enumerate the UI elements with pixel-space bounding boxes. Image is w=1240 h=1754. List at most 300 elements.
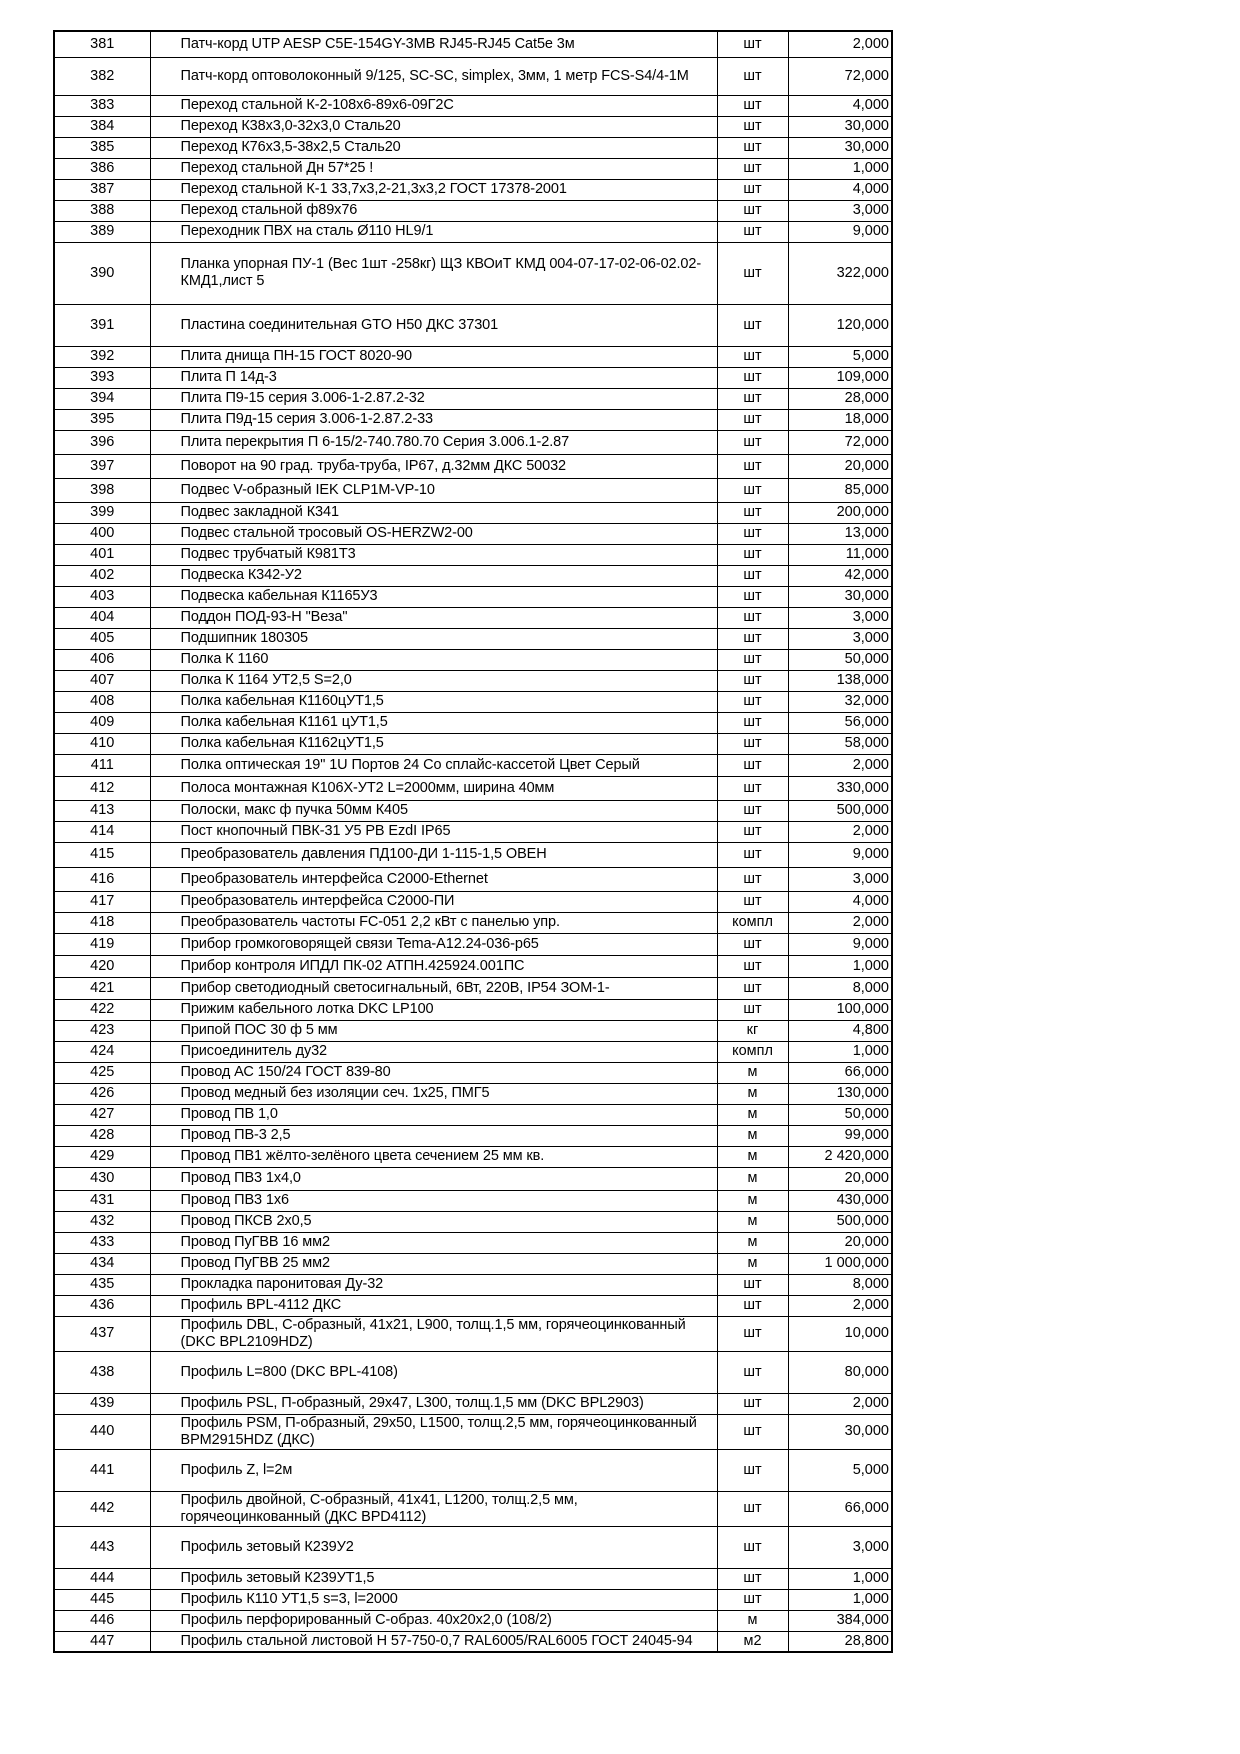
table-row xyxy=(54,955,892,977)
table-row xyxy=(54,754,892,776)
table-row xyxy=(54,430,892,454)
row-number-cell: 412 xyxy=(54,776,150,800)
unit-cell: компл xyxy=(717,912,788,933)
row-number-cell: 421 xyxy=(54,977,150,999)
quantity-cell: 32,000 xyxy=(788,691,892,712)
unit-cell: м2 xyxy=(717,1631,788,1652)
row-number-cell: 393 xyxy=(54,367,150,388)
item-name-cell: Преобразователь интерфейса С2000-ПИ xyxy=(150,891,717,912)
row-number-cell: 445 xyxy=(54,1589,150,1610)
item-name-cell: Патч-корд оптоволоконный 9/125, SC-SC, simplex, 3мм, 1 метр FCS-S4/4-1M xyxy=(150,57,717,95)
unit-cell: м xyxy=(717,1146,788,1167)
item-name-cell: Преобразователь давления ПД100-ДИ 1-115-1,5 ОВЕН xyxy=(150,842,717,867)
item-name-cell: Прибор громкоговорящей связи Tema-A12.24-036-p65 xyxy=(150,933,717,955)
item-name-cell: Планка упорная ПУ-1 (Вес 1шт -258кг) ЩЗ КВОиТ КМД 004-07-17-02-06-02.02-КМД1,лист 5 xyxy=(150,242,717,304)
quantity-cell: 28,800 xyxy=(788,1631,892,1652)
item-name-cell: Профиль PSM, П-образный, 29х50, L1500, толщ.2,5 мм, горячеоцинкованный BPM2915HDZ (ДКС) xyxy=(150,1414,717,1449)
item-name-cell: Полка К 1164 УТ2,5 S=2,0 xyxy=(150,670,717,691)
row-number-cell: 411 xyxy=(54,754,150,776)
unit-cell: шт xyxy=(717,733,788,754)
quantity-cell: 72,000 xyxy=(788,57,892,95)
item-name-cell: Полоса монтажная К106Х-УТ2 L=2000мм, ширина 40мм xyxy=(150,776,717,800)
table-row xyxy=(54,221,892,242)
table-row xyxy=(54,842,892,867)
table-row xyxy=(54,712,892,733)
quantity-cell: 50,000 xyxy=(788,1104,892,1125)
table-row xyxy=(54,523,892,544)
table-row xyxy=(54,691,892,712)
row-number-cell: 434 xyxy=(54,1253,150,1274)
quantity-cell: 20,000 xyxy=(788,1232,892,1253)
unit-cell: шт xyxy=(717,891,788,912)
table-row xyxy=(54,57,892,95)
item-name-cell: Патч-корд UTP AESP C5E-154GY-3MB RJ45-RJ45 Cat5e 3м xyxy=(150,31,717,57)
table-row xyxy=(54,1316,892,1351)
unit-cell: м xyxy=(717,1125,788,1146)
row-number-cell: 385 xyxy=(54,137,150,158)
quantity-cell: 384,000 xyxy=(788,1610,892,1631)
row-number-cell: 388 xyxy=(54,200,150,221)
item-name-cell: Полоски, макс ф пучка 50мм К405 xyxy=(150,800,717,821)
unit-cell: шт xyxy=(717,1491,788,1526)
row-number-cell: 384 xyxy=(54,116,150,137)
quantity-cell: 80,000 xyxy=(788,1351,892,1393)
quantity-cell: 20,000 xyxy=(788,1167,892,1190)
table-row xyxy=(54,1274,892,1295)
unit-cell: шт xyxy=(717,221,788,242)
table-row xyxy=(54,1041,892,1062)
row-number-cell: 397 xyxy=(54,454,150,478)
row-number-cell: 395 xyxy=(54,409,150,430)
item-name-cell: Поворот на 90 град. труба-труба, IP67, д.32мм ДКС 50032 xyxy=(150,454,717,478)
row-number-cell: 439 xyxy=(54,1393,150,1414)
row-number-cell: 446 xyxy=(54,1610,150,1631)
table-row xyxy=(54,478,892,502)
unit-cell: м xyxy=(717,1211,788,1232)
quantity-cell: 1,000 xyxy=(788,1041,892,1062)
row-number-cell: 413 xyxy=(54,800,150,821)
quantity-cell: 2,000 xyxy=(788,912,892,933)
row-number-cell: 414 xyxy=(54,821,150,842)
quantity-cell: 85,000 xyxy=(788,478,892,502)
item-name-cell: Прижим кабельного лотка DKC LP100 xyxy=(150,999,717,1020)
table-row xyxy=(54,158,892,179)
item-name-cell: Провод ПВ3 1х4,0 xyxy=(150,1167,717,1190)
row-number-cell: 430 xyxy=(54,1167,150,1190)
quantity-cell: 130,000 xyxy=(788,1083,892,1104)
item-name-cell: Провод медный без изоляции сеч. 1х25, ПМГ5 xyxy=(150,1083,717,1104)
quantity-cell: 20,000 xyxy=(788,454,892,478)
table-row xyxy=(54,502,892,523)
unit-cell: шт xyxy=(717,367,788,388)
unit-cell: м xyxy=(717,1167,788,1190)
item-name-cell: Подвес трубчатый К981Т3 xyxy=(150,544,717,565)
unit-cell: шт xyxy=(717,565,788,586)
unit-cell: м xyxy=(717,1610,788,1631)
table-row xyxy=(54,1146,892,1167)
table-row xyxy=(54,1253,892,1274)
row-number-cell: 389 xyxy=(54,221,150,242)
row-number-cell: 443 xyxy=(54,1526,150,1568)
unit-cell: м xyxy=(717,1232,788,1253)
quantity-cell: 322,000 xyxy=(788,242,892,304)
quantity-cell: 72,000 xyxy=(788,430,892,454)
unit-cell: шт xyxy=(717,1274,788,1295)
quantity-cell: 2,000 xyxy=(788,754,892,776)
row-number-cell: 431 xyxy=(54,1190,150,1211)
row-number-cell: 425 xyxy=(54,1062,150,1083)
quantity-cell: 10,000 xyxy=(788,1316,892,1351)
quantity-cell: 8,000 xyxy=(788,977,892,999)
quantity-cell: 1 000,000 xyxy=(788,1253,892,1274)
table-row xyxy=(54,454,892,478)
table-row xyxy=(54,179,892,200)
table-row xyxy=(54,1449,892,1491)
unit-cell: шт xyxy=(717,712,788,733)
unit-cell: шт xyxy=(717,867,788,891)
quantity-cell: 42,000 xyxy=(788,565,892,586)
item-name-cell: Подшипник 180305 xyxy=(150,628,717,649)
table-row xyxy=(54,912,892,933)
row-number-cell: 415 xyxy=(54,842,150,867)
item-name-cell: Плита перекрытия П 6-15/2-740.780.70 Серия 3.006.1-2.87 xyxy=(150,430,717,454)
table-row xyxy=(54,1491,892,1526)
quantity-cell: 30,000 xyxy=(788,116,892,137)
item-name-cell: Переход К38х3,0-32х3,0 Сталь20 xyxy=(150,116,717,137)
table-row xyxy=(54,242,892,304)
quantity-cell: 8,000 xyxy=(788,1274,892,1295)
item-name-cell: Профиль PSL, П-образный, 29х47, L300, толщ.1,5 мм (DKC BPL2903) xyxy=(150,1393,717,1414)
unit-cell: шт xyxy=(717,502,788,523)
item-name-cell: Пост кнопочный ПВК-31 У5 РВ EzdI IP65 xyxy=(150,821,717,842)
table-row xyxy=(54,1526,892,1568)
item-name-cell: Провод ПВ3 1х6 xyxy=(150,1190,717,1211)
quantity-cell: 138,000 xyxy=(788,670,892,691)
quantity-cell: 5,000 xyxy=(788,1449,892,1491)
item-name-cell: Прибор контроля ИПДЛ ПК-02 АТПН.425924.001ПС xyxy=(150,955,717,977)
unit-cell: шт xyxy=(717,179,788,200)
unit-cell: шт xyxy=(717,242,788,304)
row-number-cell: 432 xyxy=(54,1211,150,1232)
item-name-cell: Профиль Z, l=2м xyxy=(150,1449,717,1491)
quantity-cell: 3,000 xyxy=(788,200,892,221)
row-number-cell: 447 xyxy=(54,1631,150,1652)
quantity-cell: 3,000 xyxy=(788,1526,892,1568)
quantity-cell: 3,000 xyxy=(788,867,892,891)
unit-cell: шт xyxy=(717,95,788,116)
table-row xyxy=(54,977,892,999)
item-name-cell: Подвеска К342-У2 xyxy=(150,565,717,586)
item-name-cell: Профиль стальной листовой Н 57-750-0,7 RAL6005/RAL6005 ГОСТ 24045-94 xyxy=(150,1631,717,1652)
unit-cell: шт xyxy=(717,607,788,628)
item-name-cell: Профиль перфорированный С-образ. 40х20х2,0 (108/2) xyxy=(150,1610,717,1631)
row-number-cell: 383 xyxy=(54,95,150,116)
quantity-cell: 11,000 xyxy=(788,544,892,565)
table-row xyxy=(54,607,892,628)
table-row xyxy=(54,1631,892,1652)
quantity-cell: 99,000 xyxy=(788,1125,892,1146)
unit-cell: шт xyxy=(717,649,788,670)
item-name-cell: Прибор светодиодный светосигнальный, 6Вт, 220В, IP54 ЗОМ-1- xyxy=(150,977,717,999)
row-number-cell: 433 xyxy=(54,1232,150,1253)
unit-cell: шт xyxy=(717,821,788,842)
unit-cell: шт xyxy=(717,409,788,430)
row-number-cell: 418 xyxy=(54,912,150,933)
item-name-cell: Профиль К110 УТ1,5 s=3, l=2000 xyxy=(150,1589,717,1610)
unit-cell: м xyxy=(717,1104,788,1125)
row-number-cell: 392 xyxy=(54,346,150,367)
table-row xyxy=(54,933,892,955)
quantity-cell: 109,000 xyxy=(788,367,892,388)
quantity-cell: 4,000 xyxy=(788,95,892,116)
row-number-cell: 381 xyxy=(54,31,150,57)
row-number-cell: 423 xyxy=(54,1020,150,1041)
row-number-cell: 410 xyxy=(54,733,150,754)
row-number-cell: 404 xyxy=(54,607,150,628)
quantity-cell: 1,000 xyxy=(788,158,892,179)
table-row xyxy=(54,776,892,800)
unit-cell: шт xyxy=(717,1351,788,1393)
item-name-cell: Полка оптическая 19" 1U Портов 24 Со сплайс-кассетой Цвет Серый xyxy=(150,754,717,776)
item-name-cell: Переход стальной К-1 33,7х3,2-21,3х3,2 ГОСТ 17378-2001 xyxy=(150,179,717,200)
table-row xyxy=(54,1232,892,1253)
row-number-cell: 391 xyxy=(54,304,150,346)
unit-cell: шт xyxy=(717,31,788,57)
quantity-cell: 200,000 xyxy=(788,502,892,523)
unit-cell: шт xyxy=(717,999,788,1020)
quantity-cell: 3,000 xyxy=(788,607,892,628)
item-name-cell: Припой ПОС 30 ф 5 мм xyxy=(150,1020,717,1041)
quantity-cell: 5,000 xyxy=(788,346,892,367)
unit-cell: шт xyxy=(717,977,788,999)
table-row xyxy=(54,649,892,670)
quantity-cell: 100,000 xyxy=(788,999,892,1020)
table-row xyxy=(54,1062,892,1083)
item-name-cell: Плита П9-15 серия 3.006-1-2.87.2-32 xyxy=(150,388,717,409)
item-name-cell: Полка кабельная К1162цУТ1,5 xyxy=(150,733,717,754)
row-number-cell: 420 xyxy=(54,955,150,977)
row-number-cell: 435 xyxy=(54,1274,150,1295)
item-name-cell: Подвес закладной К341 xyxy=(150,502,717,523)
unit-cell: шт xyxy=(717,1449,788,1491)
row-number-cell: 382 xyxy=(54,57,150,95)
unit-cell: шт xyxy=(717,691,788,712)
row-number-cell: 441 xyxy=(54,1449,150,1491)
item-name-cell: Переход К76х3,5-38х2,5 Сталь20 xyxy=(150,137,717,158)
quantity-cell: 500,000 xyxy=(788,800,892,821)
unit-cell: шт xyxy=(717,776,788,800)
item-name-cell: Поддон ПОД-93-Н "Веза" xyxy=(150,607,717,628)
row-number-cell: 409 xyxy=(54,712,150,733)
row-number-cell: 416 xyxy=(54,867,150,891)
item-name-cell: Прокладка паронитовая Ду-32 xyxy=(150,1274,717,1295)
table-row xyxy=(54,1351,892,1393)
item-name-cell: Подвес V-образный IEK CLP1M-VP-10 xyxy=(150,478,717,502)
row-number-cell: 387 xyxy=(54,179,150,200)
unit-cell: шт xyxy=(717,454,788,478)
unit-cell: шт xyxy=(717,346,788,367)
row-number-cell: 396 xyxy=(54,430,150,454)
item-name-cell: Полка кабельная К1160цУТ1,5 xyxy=(150,691,717,712)
quantity-cell: 2,000 xyxy=(788,31,892,57)
quantity-cell: 1,000 xyxy=(788,1589,892,1610)
row-number-cell: 444 xyxy=(54,1568,150,1589)
item-name-cell: Подвеска кабельная К1165У3 xyxy=(150,586,717,607)
unit-cell: шт xyxy=(717,57,788,95)
table-row xyxy=(54,1295,892,1316)
quantity-cell: 4,000 xyxy=(788,179,892,200)
table-row xyxy=(54,346,892,367)
quantity-cell: 4,800 xyxy=(788,1020,892,1041)
unit-cell: шт xyxy=(717,670,788,691)
row-number-cell: 417 xyxy=(54,891,150,912)
table-row xyxy=(54,733,892,754)
table-row xyxy=(54,95,892,116)
quantity-cell: 30,000 xyxy=(788,137,892,158)
item-name-cell: Преобразователь интерфейса С2000-Ethernet xyxy=(150,867,717,891)
table-row xyxy=(54,1020,892,1041)
unit-cell: м xyxy=(717,1190,788,1211)
item-name-cell: Полка кабельная К1161 цУТ1,5 xyxy=(150,712,717,733)
quantity-cell: 9,000 xyxy=(788,221,892,242)
row-number-cell: 429 xyxy=(54,1146,150,1167)
table-row xyxy=(54,821,892,842)
materials-table xyxy=(53,30,893,1653)
unit-cell: шт xyxy=(717,842,788,867)
unit-cell: шт xyxy=(717,116,788,137)
row-number-cell: 386 xyxy=(54,158,150,179)
quantity-cell: 58,000 xyxy=(788,733,892,754)
materials-table-body xyxy=(54,31,892,1652)
table-row xyxy=(54,137,892,158)
unit-cell: шт xyxy=(717,200,788,221)
unit-cell: шт xyxy=(717,430,788,454)
table-row xyxy=(54,1190,892,1211)
table-row xyxy=(54,628,892,649)
unit-cell: шт xyxy=(717,137,788,158)
item-name-cell: Полка К 1160 xyxy=(150,649,717,670)
table-row xyxy=(54,1211,892,1232)
row-number-cell: 440 xyxy=(54,1414,150,1449)
unit-cell: шт xyxy=(717,388,788,409)
quantity-cell: 2,000 xyxy=(788,821,892,842)
table-row xyxy=(54,409,892,430)
unit-cell: шт xyxy=(717,544,788,565)
unit-cell: шт xyxy=(717,158,788,179)
unit-cell: шт xyxy=(717,933,788,955)
row-number-cell: 403 xyxy=(54,586,150,607)
item-name-cell: Профиль двойной, С-образный, 41х41, L1200, толщ.2,5 мм, горячеоцинкованный (ДКС BPD4112) xyxy=(150,1491,717,1526)
unit-cell: шт xyxy=(717,628,788,649)
row-number-cell: 390 xyxy=(54,242,150,304)
quantity-cell: 9,000 xyxy=(788,933,892,955)
unit-cell: шт xyxy=(717,955,788,977)
item-name-cell: Провод ПуГВВ 16 мм2 xyxy=(150,1232,717,1253)
row-number-cell: 422 xyxy=(54,999,150,1020)
item-name-cell: Профиль DBL, С-образный, 41х21, L900, толщ.1,5 мм, горячеоцинкованный (DKC BPL2109HDZ) xyxy=(150,1316,717,1351)
item-name-cell: Подвес стальной тросовый OS-HERZW2-00 xyxy=(150,523,717,544)
quantity-cell: 56,000 xyxy=(788,712,892,733)
item-name-cell: Переход стальной К-2-108х6-89х6-09Г2С xyxy=(150,95,717,116)
quantity-cell: 4,000 xyxy=(788,891,892,912)
item-name-cell: Провод ПВ-3 2,5 xyxy=(150,1125,717,1146)
table-row xyxy=(54,1125,892,1146)
table-row xyxy=(54,1083,892,1104)
unit-cell: шт xyxy=(717,1568,788,1589)
row-number-cell: 428 xyxy=(54,1125,150,1146)
unit-cell: шт xyxy=(717,1589,788,1610)
row-number-cell: 437 xyxy=(54,1316,150,1351)
quantity-cell: 500,000 xyxy=(788,1211,892,1232)
unit-cell: шт xyxy=(717,586,788,607)
quantity-cell: 9,000 xyxy=(788,842,892,867)
table-row xyxy=(54,31,892,57)
row-number-cell: 394 xyxy=(54,388,150,409)
item-name-cell: Профиль L=800 (DKC BPL-4108) xyxy=(150,1351,717,1393)
table-row xyxy=(54,565,892,586)
row-number-cell: 436 xyxy=(54,1295,150,1316)
item-name-cell: Провод ПКСВ 2х0,5 xyxy=(150,1211,717,1232)
table-row xyxy=(54,586,892,607)
row-number-cell: 427 xyxy=(54,1104,150,1125)
item-name-cell: Переходник ПВХ на сталь Ø110 HL9/1 xyxy=(150,221,717,242)
unit-cell: м xyxy=(717,1062,788,1083)
table-row xyxy=(54,1104,892,1125)
table-row xyxy=(54,1393,892,1414)
unit-cell: шт xyxy=(717,1414,788,1449)
item-name-cell: Профиль зетовый К239УТ1,5 xyxy=(150,1568,717,1589)
quantity-cell: 3,000 xyxy=(788,628,892,649)
quantity-cell: 66,000 xyxy=(788,1062,892,1083)
row-number-cell: 399 xyxy=(54,502,150,523)
row-number-cell: 442 xyxy=(54,1491,150,1526)
quantity-cell: 120,000 xyxy=(788,304,892,346)
table-row xyxy=(54,367,892,388)
quantity-cell: 430,000 xyxy=(788,1190,892,1211)
item-name-cell: Плита днища ПН-15 ГОСТ 8020-90 xyxy=(150,346,717,367)
row-number-cell: 424 xyxy=(54,1041,150,1062)
row-number-cell: 426 xyxy=(54,1083,150,1104)
item-name-cell: Переход стальной Дн 57*25 ! xyxy=(150,158,717,179)
quantity-cell: 50,000 xyxy=(788,649,892,670)
quantity-cell: 1,000 xyxy=(788,955,892,977)
table-row xyxy=(54,800,892,821)
unit-cell: шт xyxy=(717,754,788,776)
row-number-cell: 401 xyxy=(54,544,150,565)
row-number-cell: 402 xyxy=(54,565,150,586)
unit-cell: шт xyxy=(717,478,788,502)
unit-cell: м xyxy=(717,1083,788,1104)
unit-cell: м xyxy=(717,1253,788,1274)
unit-cell: шт xyxy=(717,304,788,346)
quantity-cell: 66,000 xyxy=(788,1491,892,1526)
row-number-cell: 438 xyxy=(54,1351,150,1393)
table-row xyxy=(54,200,892,221)
table-row xyxy=(54,670,892,691)
unit-cell: компл xyxy=(717,1041,788,1062)
table-row xyxy=(54,1568,892,1589)
item-name-cell: Провод ПВ 1,0 xyxy=(150,1104,717,1125)
table-row xyxy=(54,304,892,346)
row-number-cell: 400 xyxy=(54,523,150,544)
quantity-cell: 2,000 xyxy=(788,1393,892,1414)
table-row xyxy=(54,1589,892,1610)
table-row xyxy=(54,1610,892,1631)
table-row xyxy=(54,891,892,912)
item-name-cell: Провод АС 150/24 ГОСТ 839-80 xyxy=(150,1062,717,1083)
item-name-cell: Преобразователь частоты FC-051 2,2 кВт с панелью упр. xyxy=(150,912,717,933)
item-name-cell: Присоединитель ду32 xyxy=(150,1041,717,1062)
